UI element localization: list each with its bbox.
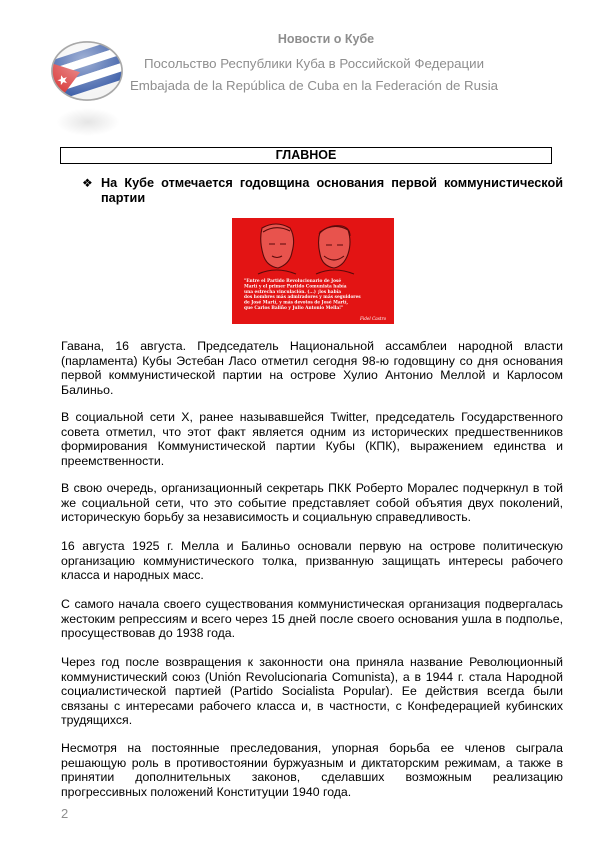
portrait-left xyxy=(258,224,296,274)
section-label: ГЛАВНОЕ xyxy=(60,147,552,164)
paragraph: В социальной сети X, ранее называвшейся Twitter, председатель Государственного совета отметил, что этот факт является одним из исторических предшественников формирования Коммунистической партии Кубы (КПК), выражением единства и преемственности. xyxy=(61,410,563,468)
paragraph: С самого начала своего существования коммунистическая организация подвергалась жестоким репрессиям и всего через 15 дней после своего основания ушла в подполье, просуществовав до 1938 года. xyxy=(61,597,563,640)
paragraph: В свою очередь, организационный секретарь ПКК Роберто Моралес подчеркнул в той же социальной сети, что это событие представляет собой объятия двух поколений, историческую борьбу за независимость и социальную справедливость. xyxy=(61,481,563,524)
portrait-right xyxy=(316,226,354,274)
paragraph: 16 августа 1925 г. Мелла и Балиньо основали первую на острове политическую организацию коммунистического толка, призванную защищать интересы рабочего класса и народных масс. xyxy=(61,539,563,582)
logo-reflection xyxy=(56,108,120,136)
photo-signature: Fidel Castro xyxy=(360,316,387,321)
header-embassy-ru: Посольство Республики Куба в Российской Федерации xyxy=(143,56,485,71)
photo-quote: "Entre el Partido Revolucionario de José Martí y el primer Partido Comunista había una estrecha vinculación. (...) ¡los había dos hombres más admiradores y más seguidores de José Martí, y más devotos de José Martí, que Carlos Baliño y Julio Antonio Mella!" xyxy=(244,279,361,311)
paragraph: Гавана, 16 августа. Председатель Национальной ассамблеи народной власти (парламента) Кубы Эстебан Ласо отметил сегодня 98-ю годовщину со дня основания первой коммунистической партии на острове Хулио Антонио Меллой и Карлосом Балиньо. xyxy=(61,339,563,397)
paragraph: Несмотря на постоянные преследования, упорная борьба ее членов сыграла решающую роль в противостоянии буржуазным и диктаторским режимам, а также в принятии дополнительных законов, сделавших возможным реализацию прогрессивных положений Конституции 1940 года. xyxy=(61,741,563,799)
headline-text: На Кубе отмечается годовщина основания первой коммунистической партии xyxy=(101,176,563,205)
paragraph: Через год после возвращения к законности она приняла название Революционный коммунистический союз (Unión Revolucionaria Comunista), а в 1944 г. стала Народной социалистической партией (Partido Socialista Popular). Ее действия всегда были связаны с интересами рабочего класса и, в частности, с Конфедерацией кубинских трудящихся. xyxy=(61,655,563,727)
article-photo xyxy=(232,218,394,324)
diamond-bullet-icon: ❖ xyxy=(82,176,93,190)
header-embassy-es: Embajada de la República de Cuba en la Federación de Rusia xyxy=(129,78,499,93)
page-number: 2 xyxy=(61,806,69,821)
header-title: Новости о Кубе xyxy=(277,32,375,46)
